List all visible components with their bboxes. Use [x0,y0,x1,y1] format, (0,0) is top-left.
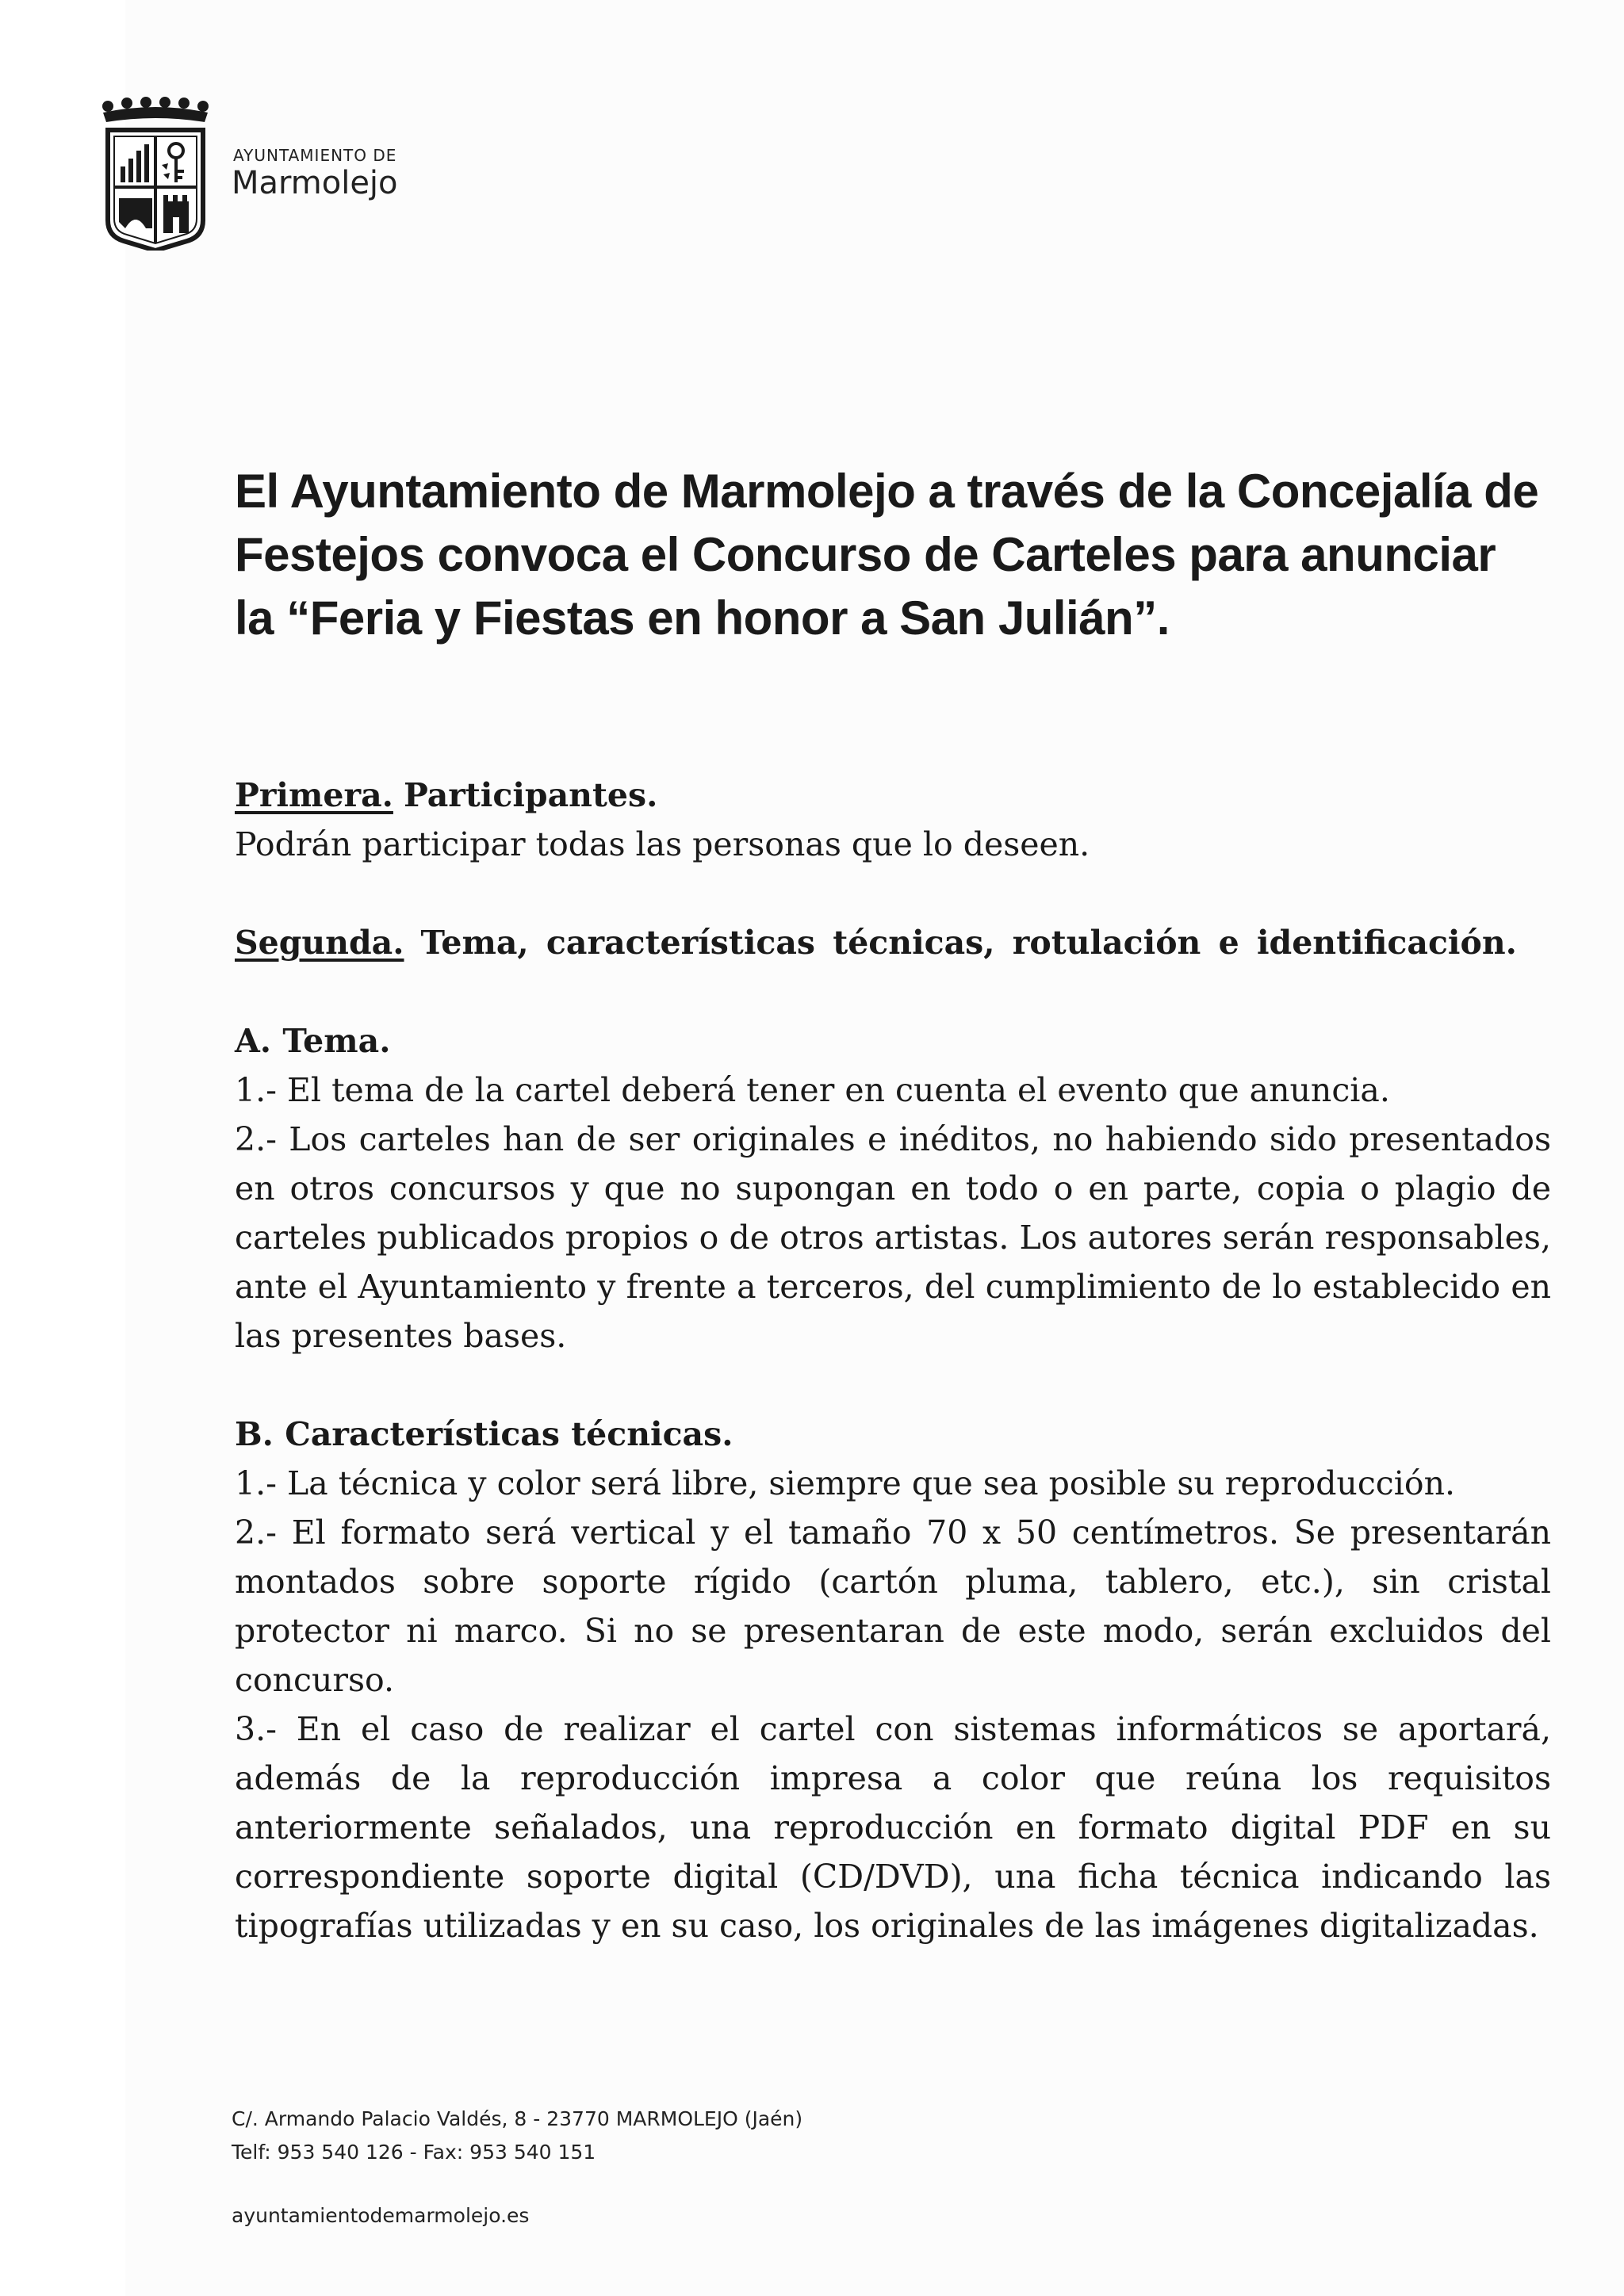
org-name: Marmolejo [232,165,398,201]
tema-item: 1.- El tema de la cartel deberá tener en cuenta el evento que anuncia. [235,1071,1390,1109]
caracteristicas-item: 3.- En el caso de realizar el cartel con sistemas informáticos se aportará, además de la reproducción impresa a color que reúna los requisitos anteriormente señalados, una reproducción en formato digital PDF en su correspondiente soporte digital (CD/DVD), una ficha técnica indicando las tipografías utilizadas y en su caso, los originales de las imágenes digitalizadas. [235,1710,1551,1945]
footer [232,2103,945,2233]
section-primera-text: Podrán participar todas las personas que lo deseen. [235,825,1090,863]
letterhead [98,95,463,254]
footer-address: C/. Armando Palacio Valdés, 8 - 23770 MARMOLEJO (Jaén) [232,2107,803,2130]
tema-item: 2.- Los carteles han de ser originales e inéditos, no habiendo sido presentados en otros concursos y que no supongan en todo o en parte, copia o plagio de carteles publicados propios o de otros artistas. Los autores serán responsables, ante el Ayuntamiento y frente a terceros, del cumplimiento de lo establecido en las presentes bases. [235,1120,1551,1355]
section-heading: Tema, características técnicas, rotulación e identificación. [420,924,1517,962]
footer-website: ayuntamientodemarmolejo.es [232,2204,530,2227]
caracteristicas-item: 2.- El formato será vertical y el tamaño 70 x 50 centímetros. Se presentarán montados sobre soporte rígido (cartón pluma, tablero, etc.), sin cristal protector ni marco. Si no se presentaran de este modo, serán excluidos del concurso. [235,1513,1551,1699]
document-title: El Ayuntamiento de Marmolejo a través de la Concejalía de Festejos convoca el Concurso de Carteles para anunciar la “Feria y Fiestas en honor a San Julián”. [235,465,1539,645]
subsection-tema-heading: A. Tema. [235,1022,391,1060]
section-segunda-heading [235,918,1551,967]
section-primera-heading [235,771,1551,820]
section-label: Primera. [235,776,393,814]
org-prefix: AYUNTAMIENTO DE [233,146,397,165]
section-label: Segunda. [235,924,404,962]
subsection-caracteristicas-heading: B. Características técnicas. [235,1415,733,1453]
caracteristicas-item: 1.- La técnica y color será libre, siempre que sea posible su reproducción. [235,1464,1456,1502]
document-body [235,771,1551,1950]
section-heading: Participantes. [403,776,658,814]
footer-phone: Telf: 953 540 126 - Fax: 953 540 151 [232,2141,596,2164]
coat-of-arms-icon [98,95,213,251]
